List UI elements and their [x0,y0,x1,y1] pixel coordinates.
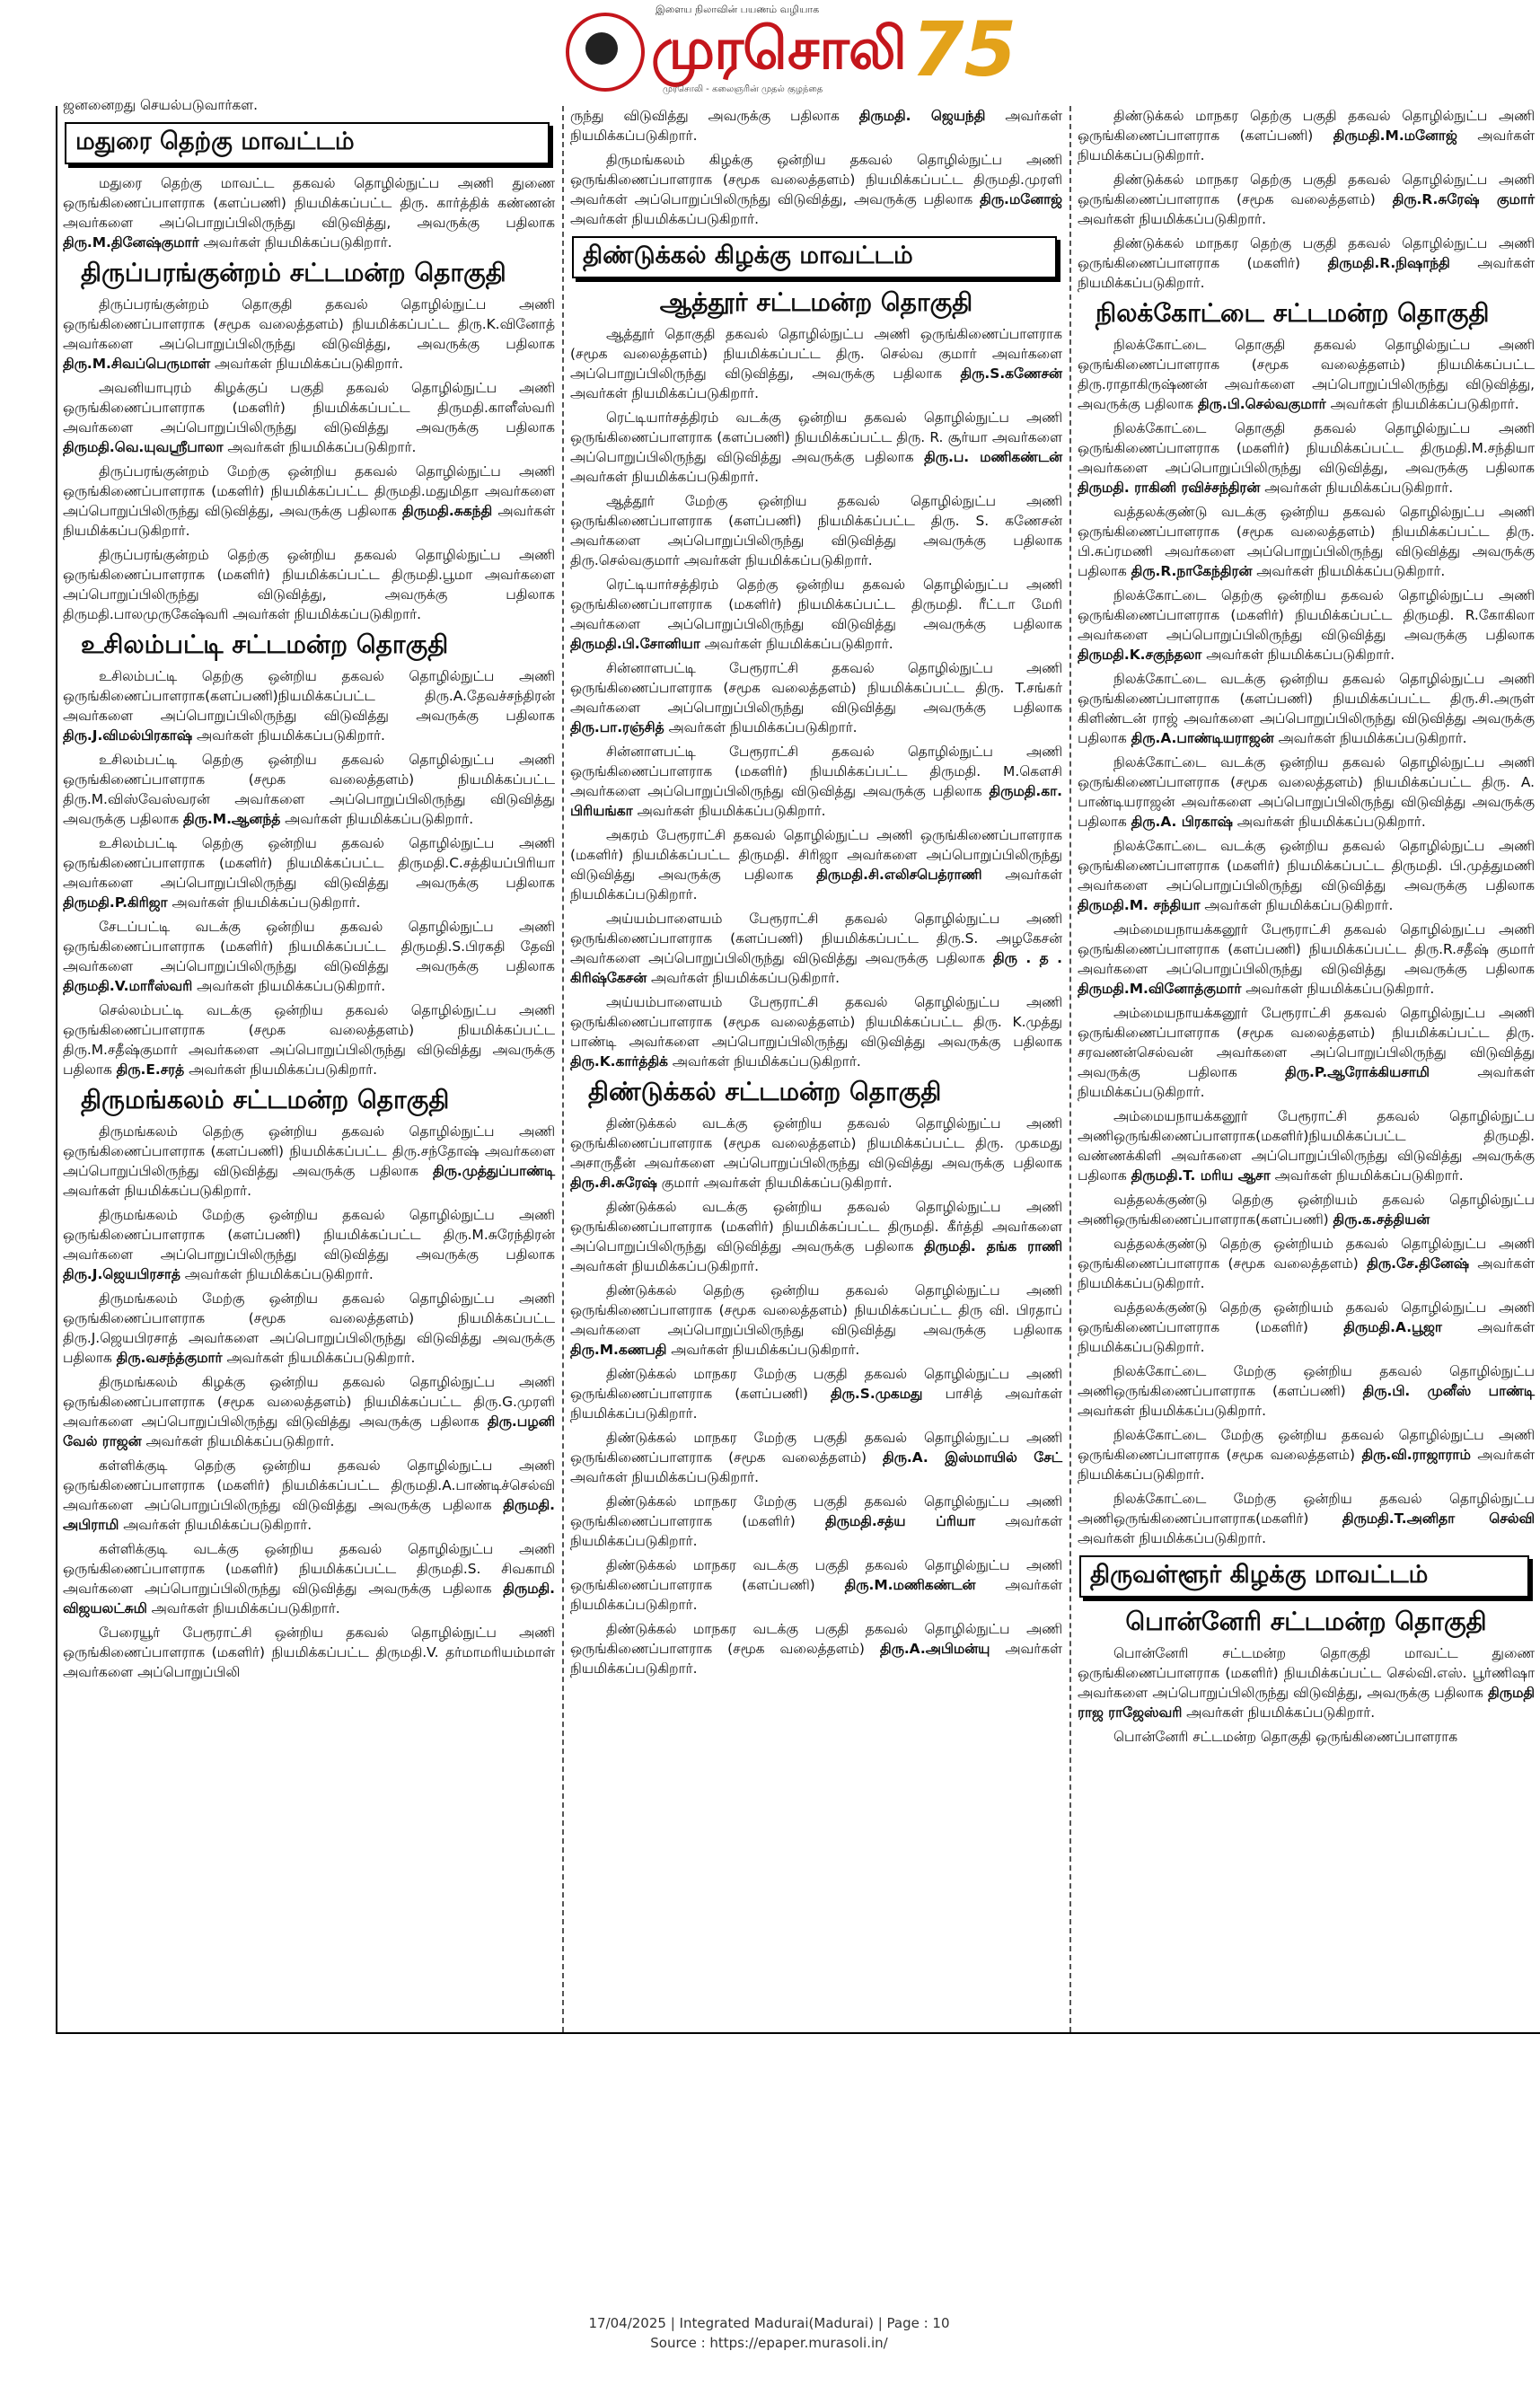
paragraph: திருப்பரங்குன்றம் தெற்கு ஒன்றிய தகவல் தொழில்நுட்ப அணி ஒருங்கிணைப்பாளராக (மகளிர்) நியமிக்கப்பட்ட திருமதி.பூமா அவர்களை அப்பொறுப்பிலிருந்து விடுவித்து, அவருக்கு பதிலாக திருமதி.பாலமுருகேஷ்வரி அவர்கள் நியமிக்கப்படுகிறார். [63,547,555,622]
paragraph: பேரையூர் பேரூராட்சி ஒன்றிய தகவல் தொழில்நுட்ப அணி ஒருங்கிணைப்பாளராக (மகளிர்) நியமிக்கப்பட்ட திருமதி.V. தர்மாமரியம்மாள் அவர்களை அப்பொறுப்பிலி [63,1625,555,1680]
paragraph: மதுரை தெற்கு மாவட்ட தகவல் தொழில்நுட்ப அணி துணை ஒருங்கிணைப்பாளராக (களப்பணி) நியமிக்கப்பட்ட திரு. கார்த்திக் கண்ணன் அவர்களை அப்பொறுப்பிலிருந்து விடுவித்து, அவருக்கு பதிலாக திரு.M.தினேஷ்குமார் அவர்கள் நியமிக்கப்படுகிறார். [63,175,555,251]
paragraph: நிலக்கோட்டை மேற்கு ஒன்றிய தகவல் தொழில்நுட்ப அணி ஒருங்கிணைப்பாளராக (சமூக வலைத்தளம்) திரு.வி.ராஜாராம் அவர்கள் நியமிக்கப்படுகிறார். [1078,1427,1535,1483]
footer-source: Source : https://epaper.murasoli.in/ [650,2335,888,2351]
paragraph: அம்மையநாயக்கனூர் பேரூராட்சி தகவல் தொழில்நுட்ப அணி ஒருங்கிணைப்பாளராக (சமூக வலைத்தளம்) நியமிக்கப்பட்ட திரு. சரவணன்செல்வன் அவர்களை அப்பொறுப்பிலிருந்து விடுவித்து அவருக்கு பதிலாக திரு.P.ஆரோக்கியசாமி அவர்கள் நியமிக்கப்படுகிறார். [1078,1005,1535,1100]
constituency-title: பொன்னேரி சட்டமன்ற தொகுதி [1125,1607,1487,1636]
masthead [503,0,1042,108]
paragraph: வத்தலக்குண்டு தெற்கு ஒன்றியம் தகவல் தொழில்நுட்ப அணி ஒருங்கிணைப்பாளராக (மகளிர்) திருமதி.A.பூஜா அவர்கள் நியமிக்கப்படுகிறார். [1078,1299,1535,1355]
column-2 [565,106,1068,2032]
paragraph: திண்டுக்கல் மாநகர மேற்கு பகுதி தகவல் தொழில்நுட்ப அணி ஒருங்கிணைப்பாளராக (சமூக வலைத்தளம்) திரு.A. இஸ்மாயில் சேட் அவர்கள் நியமிக்கப்படுகிறார். [570,1430,1062,1485]
masthead-title: முரசொலி [651,16,906,83]
paragraph: நிலக்கோட்டை வடக்கு ஒன்றிய தகவல் தொழில்நுட்ப அணி ஒருங்கிணைப்பாளராக (களப்பணி) நியமிக்கப்பட்ட திரு.சி.அருள் கிளிண்டன் ராஜ் அவர்களை அப்பொறுப்பிலிருந்து விடுவித்து அவருக்கு பதிலாக திரு.A.பாண்டியராஜன் அவர்கள் நியமிக்கப்படுகிறார். [1078,671,1535,746]
paragraph: திருமங்கலம் மேற்கு ஒன்றிய தகவல் தொழில்நுட்ப அணி ஒருங்கிணைப்பாளராக (சமூக வலைத்தளம்) நியமிக்கப்பட்ட திரு.J.ஜெயபிரசாத் அவர்களை அப்பொறுப்பிலிருந்து விடுவித்து அவருக்கு பதிலாக திரு.வசந்த்குமார் அவர்கள் நியமிக்கப்படுகிறார். [63,1290,555,1366]
page-frame [56,97,1540,2034]
district-banner: திருவள்ளூர் கிழக்கு மாவட்டம் [1079,1555,1529,1598]
paragraph: ஆத்தூர் மேற்கு ஒன்றிய தகவல் தொழில்நுட்ப அணி ஒருங்கிணைப்பாளராக (களப்பணி) நியமிக்கப்பட்ட திரு. S. கணேசன் அவர்களை அப்பொறுப்பிலிருந்து விடுவித்து அவருக்கு பதிலாக திரு.செல்வகுமார் அவர்கள் நியமிக்கப்படுகிறார். [570,493,1062,568]
masthead-tagline: இளைய நிலாவின் பயணம் வழியாக [656,4,820,15]
paragraph: திண்டுக்கல் மாநகர மேற்கு பகுதி தகவல் தொழில்நுட்ப அணி ஒருங்கிணைப்பாளராக (மகளிர்) திருமதி.சத்ய ப்ரியா அவர்கள் நியமிக்கப்படுகிறார். [570,1493,1062,1549]
paragraph: வத்தலக்குண்டு தெற்கு ஒன்றியம் தகவல் தொழில்நுட்ப அணிஒருங்கிணைப்பாளராக(களப்பணி) திரு.க.சத்தியன் [1078,1192,1535,1228]
paragraph: திருப்பரங்குன்றம் மேற்கு ஒன்றிய தகவல் தொழில்நுட்ப அணி ஒருங்கிணைப்பாளராக (மகளிர்) நியமிக்கப்பட்ட திருமதி.மதுமிதா அவர்களை அப்பொறுப்பிலிருந்து விடுவித்து, அவருக்கு பதிலாக திருமதி.சுகந்தி அவர்கள் நியமிக்கப்படுகிறார். [63,463,556,539]
paragraph: கள்ளிக்குடி வடக்கு ஒன்றிய தகவல் தொழில்நுட்ப அணி ஒருங்கிணைப்பாளராக (மகளிர்) நியமிக்கப்பட்ட திருமதி.S. சிவகாமி அவர்களை அப்பொறுப்பிலிருந்து விடுவித்து அவருக்கு பதிலாக திருமதி. விஜயலட்சுமி அவர்கள் நியமிக்கப்படுகிறார். [63,1541,555,1616]
column-3 [1072,106,1540,2032]
paragraph: சின்னாளபட்டி பேரூராட்சி தகவல் தொழில்நுட்ப அணி ஒருங்கிணைப்பாளராக (சமூக வலைத்தளம்) நியமிக்கப்பட்ட திரு. T.சங்கர் அவர்களை அப்பொறுப்பிலிருந்து விடுவித்து அவருக்கு பதிலாக திரு.பா.ரஞ்சித் அவர்கள் நியமிக்கப்படுகிறார். [570,660,1062,735]
paragraph: திருப்பரங்குன்றம் தொகுதி தகவல் தொழில்நுட்ப அணி ஒருங்கிணைப்பாளராக (சமூக வலைத்தளம்) நியமிக்கப்பட்ட திரு.K.வினோத் அவர்களை அப்பொறுப்பிலிருந்து விடுவித்து, அவருக்கு பதிலாக திரு.M.சிவப்பெருமாள் அவர்கள் நியமிக்கப்படுகிறார். [63,296,555,372]
constituency-title: உசிலம்பட்டி சட்டமன்ற தொகுதி [81,630,449,659]
paragraph: உசிலம்பட்டி தெற்கு ஒன்றிய தகவல் தொழில்நுட்ப அணி ஒருங்கிணைப்பாளராக (மகளிர்) நியமிக்கப்பட்ட திருமதி.C.சத்தியப்பிரியா அவர்களை அப்பொறுப்பிலிருந்து விடுவித்து அவருக்கு பதிலாக திருமதி.P.கிரிஜா அவர்கள் நியமிக்கப்படுகிறார். [63,835,555,911]
district-banner: மதுரை தெற்கு மாவட்டம் [65,122,550,164]
paragraph: திண்டுக்கல் வடக்கு ஒன்றிய தகவல் தொழில்நுட்ப அணி ஒருங்கிணைப்பாளராக (மகளிர்) நியமிக்கப்பட்ட திருமதி. கீர்த்தி அவர்களை அப்பொறுப்பிலிருந்து விடுவித்து அவருக்கு பதிலாக திருமதி. தங்க ராணி அவர்கள் நியமிக்கப்படுகிறார். [570,1199,1063,1274]
paragraph: திண்டுக்கல் மாநகர தெற்கு பகுதி தகவல் தொழில்நுட்ப அணி ஒருங்கிணைப்பாளராக (மகளிர்) திருமதி.R.நிஷாந்தி அவர்கள் நியமிக்கப்படுகிறார். [1078,235,1535,291]
masthead-subtitle: முரசொலி - கலைஞரின் முதல் குழந்தை [663,84,823,94]
paragraph: கள்ளிக்குடி தெற்கு ஒன்றிய தகவல் தொழில்நுட்ப அணி ஒருங்கிணைப்பாளராக (மகளிர்) நியமிக்கப்பட்ட திருமதி.A.பாண்டிச்செல்வி அவர்களை அப்பொறுப்பிலிருந்து விடுவித்து அவருக்கு பதிலாக திருமதி. அபிராமி அவர்கள் நியமிக்கப்படுகிறார். [63,1457,555,1533]
paragraph: நிலக்கோட்டை மேற்கு ஒன்றிய தகவல் தொழில்நுட்ப அணிஒருங்கிணைப்பாளராக (களப்பணி) திரு.பி. முனீஸ் பாண்டி அவர்கள் நியமிக்கப்படுகிறார். [1078,1363,1535,1419]
paragraph: நிலக்கோட்டை தொகுதி தகவல் தொழில்நுட்ப அணி ஒருங்கிணைப்பாளராக (சமூக வலைத்தளம்) நியமிக்கப்பட்ட திரு.ராதாகிருஷ்ணன் அவர்களை அப்பொறுப்பிலிருந்து விடுவித்து, அவருக்கு பதிலாக திரு.பி.செல்வகுமார் அவர்கள் நியமிக்கப்படுகிறார். [1078,337,1535,412]
paragraph: சேடப்பட்டி வடக்கு ஒன்றிய தகவல் தொழில்நுட்ப அணி ஒருங்கிணைப்பாளராக (மகளிர்) நியமிக்கப்பட்ட திருமதி.S.பிரகதி தேவி அவர்களை அப்பொறுப்பிலிருந்து விடுவித்து அவருக்கு பதிலாக திருமதி.V.மாரீஸ்வரி அவர்கள் நியமிக்கப்படுகிறார். [63,919,555,994]
emblem-icon [566,13,645,92]
paragraph: திருமங்கலம் தெற்கு ஒன்றிய தகவல் தொழில்நுட்ப அணி ஒருங்கிணைப்பாளராக (களப்பணி) நியமிக்கப்பட்ட திரு.சந்தோஷ் அவர்களை அப்பொறுப்பிலிருந்து விடுவித்து அவருக்கு பதிலாக திரு.முத்துப்பாண்டி அவர்கள் நியமிக்கப்படுகிறார். [63,1123,555,1199]
paragraph: உசிலம்பட்டி தெற்கு ஒன்றிய தகவல் தொழில்நுட்ப அணி ஒருங்கிணைப்பாளராக(களப்பணி)நியமிக்கப்பட்ட திரு.A.தேவச்சந்திரன் அவர்களை அப்பொறுப்பிலிருந்து விடுவித்து அவருக்கு பதிலாக திரு.J.விமல்பிரகாஷ் அவர்கள் நியமிக்கப்படுகிறார். [63,668,555,744]
paragraph: திண்டுக்கல் தெற்கு ஒன்றிய தகவல் தொழில்நுட்ப அணி ஒருங்கிணைப்பாளராக (சமூக வலைத்தளம்) நியமிக்கப்பட்ட திரு வி. பிரதாப் அவர்களை அப்பொறுப்பிலிருந்து விடுவித்து அவருக்கு பதிலாக திரு.M.கணபதி அவர்கள் நியமிக்கப்படுகிறார். [570,1282,1062,1358]
paragraph: அம்மையநாயக்கனூர் பேரூராட்சி தகவல் தொழில்நுட்ப அணி ஒருங்கிணைப்பாளராக (களப்பணி) நியமிக்கப்பட்ட திரு.R.சதீஷ் குமார் அவர்களை அப்பொறுப்பிலிருந்து விடுவித்து அவருக்கு பதிலாக திருமதி.M.வினோத்குமார் அவர்கள் நியமிக்கப்படுகிறார். [1078,921,1535,997]
paragraph: உசிலம்பட்டி தெற்கு ஒன்றிய தகவல் தொழில்நுட்ப அணி ஒருங்கிணைப்பாளராக (சமூக வலைத்தளம்) நியமிக்கப்பட்ட திரு.M.விஸ்வேஸ்வரன் அவர்களை அப்பொறுப்பிலிருந்து விடுவித்து அவருக்கு பதிலாக திரு.M.ஆனந்த் அவர்கள் நியமிக்கப்படுகிறார். [63,752,555,827]
paragraph: திருமங்கலம் கிழக்கு ஒன்றிய தகவல் தொழில்நுட்ப அணி ஒருங்கிணைப்பாளராக (சமூக வலைத்தளம்) நியமிக்கப்பட்ட திருமதி.முரளி அவர்கள் அப்பொறுப்பிலிருந்து விடுவித்து, அவருக்கு பதிலாக திரு.மனோஜ் அவர்கள் நியமிக்கப்படுகிறார். [570,152,1062,227]
paragraph: பொன்னேரி சட்டமன்ற தொகுதி மாவட்ட துணை ஒருங்கிணைப்பாளராக (மகளிர்) நியமிக்கப்பட்ட செல்வி.எஸ். பூர்ணிஷா அவர்களை அப்பொறுப்பிலிருந்து விடுவித்து, அவருக்கு பதிலாக திருமதி ராஜ ராஜேஸ்வரி அவர்கள் நியமிக்கப்படுகிறார். [1078,1645,1535,1721]
paragraph: அம்மையநாயக்கனூர் பேரூராட்சி தகவல் தொழில்நுட்ப அணிஒருங்கிணைப்பாளராக(மகளிர்)நியமிக்கப்பட்ட திருமதி. வண்ணக்கிளி அவர்களை அப்பொறுப்பிலிருந்து விடுவித்து அவருக்கு பதிலாக திருமதி.T. மரிய ஆசா அவர்கள் நியமிக்கப்படுகிறார். [1078,1108,1535,1184]
column-divider [562,106,564,2032]
column-1 [57,97,560,2032]
paragraph: ஆத்தூர் தொகுதி தகவல் தொழில்நுட்ப அணி ஒருங்கிணைப்பாளராக (சமூக வலைத்தளம்) நியமிக்கப்பட்ட திரு. செல்வ குமார் அவர்களை அப்பொறுப்பிலிருந்து விடுவித்து, அவருக்கு பதிலாக திரு.S.கணேசன் அவர்கள் நியமிக்கப்படுகிறார். [570,326,1062,401]
paragraph: பொன்னேரி சட்டமன்ற தொகுதி ஒருங்கிணைப்பாளராக [1113,1729,1458,1745]
anniversary-badge: 75 [911,5,1016,93]
paragraph: திண்டுக்கல் மாநகர தெற்கு பகுதி தகவல் தொழில்நுட்ப அணி ஒருங்கிணைப்பாளராக (சமூக வலைத்தளம்) திரு.R.சுரேஷ் குமார் அவர்கள் நியமிக்கப்படுகிறார். [1078,172,1535,227]
paragraph: திண்டுக்கல் மாநகர வடக்கு பகுதி தகவல் தொழில்நுட்ப அணி ஒருங்கிணைப்பாளராக (சமூக வலைத்தளம்) திரு.A.அபிமன்யு அவர்கள் நியமிக்கப்படுகிறார். [570,1621,1063,1677]
paragraph: நிலக்கோட்டை வடக்கு ஒன்றிய தகவல் தொழில்நுட்ப அணி ஒருங்கிணைப்பாளராக (மகளிர்) நியமிக்கப்பட்ட திருமதி. பி.முத்துமணி அவர்களை அப்பொறுப்பிலிருந்து விடுவித்து அவருக்கு பதிலாக திருமதி.M. சந்தியா அவர்கள் நியமிக்கப்படுகிறார். [1078,838,1535,913]
constituency-title: நிலக்கோட்டை சட்டமன்ற தொகுதி [1096,298,1490,328]
paragraph: நிலக்கோட்டை மேற்கு ஒன்றிய தகவல் தொழில்நுட்ப அணிஒருங்கிணைப்பாளராக(மகளிர்) திருமதி.T.அனிதா செல்வி அவர்கள் நியமிக்கப்படுகிறார். [1078,1491,1536,1546]
paragraph: நிலக்கோட்டை வடக்கு ஒன்றிய தகவல் தொழில்நுட்ப அணி ஒருங்கிணைப்பாளராக (சமூக வலைத்தளம்) நியமிக்கப்பட்ட திரு. A. பாண்டியராஜன் அவர்களை அப்பொறுப்பிலிருந்து விடுவித்து அவருக்கு பதிலாக திரு.A. பிரகாஷ் அவர்கள் நியமிக்கப்படுகிறார். [1078,754,1535,830]
constituency-title: ஆத்தூர் சட்டமன்ற தொகுதி [659,287,973,317]
constituency-title: திருமங்கலம் சட்டமன்ற தொகுதி [81,1085,450,1114]
paragraph: திண்டுக்கல் மாநகர மேற்கு பகுதி தகவல் தொழில்நுட்ப அணி ஒருங்கிணைப்பாளராக (களப்பணி) திரு.S.முகமது பாசித் அவர்கள் நியமிக்கப்படுகிறார். [570,1366,1062,1422]
paragraph: அய்யம்பாளையம் பேரூராட்சி தகவல் தொழில்நுட்ப அணி ஒருங்கிணைப்பாளராக (சமூக வலைத்தளம்) நியமிக்கப்பட்ட திரு. K.முத்து பாண்டி அவர்களை அப்பொறுப்பிலிருந்து விடுவித்து அவருக்கு பதிலாக திரு.K.கார்த்திக் அவர்கள் நியமிக்கப்படுகிறார். [570,994,1062,1070]
constituency-title: திருப்பரங்குன்றம் சட்டமன்ற தொகுதி [81,258,506,287]
footer-edition-info: 17/04/2025 | Integrated Madurai(Madurai) | Page : 10 [588,2315,950,2331]
constituency-title: திண்டுக்கல் சட்டமன்ற தொகுதி [588,1077,942,1106]
paragraph: ரெட்டியார்சத்திரம் வடக்கு ஒன்றிய தகவல் தொழில்நுட்ப அணி ஒருங்கிணைப்பாளராக (களப்பணி) நியமிக்கப்பட்ட திரு. R. சூர்யா அவர்களை அப்பொறுப்பிலிருந்து விடுவித்து அவருக்கு பதிலாக திரு.ப. மணிகண்டன் அவர்கள் நியமிக்கப்படுகிறார். [570,409,1062,485]
paragraph: திண்டுக்கல் மாநகர தெற்கு பகுதி தகவல் தொழில்நுட்ப அணி ஒருங்கிணைப்பாளராக (களப்பணி) திருமதி.M.மனோஜ் அவர்கள் நியமிக்கப்படுகிறார். [1078,108,1535,163]
paragraph: வத்தலக்குண்டு வடக்கு ஒன்றிய தகவல் தொழில்நுட்ப அணி ஒருங்கிணைப்பாளராக (சமூக வலைத்தளம்) நியமிக்கப்பட்ட திரு. பி.சுப்ரமணி அவர்களை அப்பொறுப்பிலிருந்து விடுவித்து அவருக்கு பதிலாக திரு.R.நாகேந்திரன் அவர்கள் நியமிக்கப்படுகிறார். [1078,504,1535,579]
paragraph: நிலக்கோட்டை தெற்கு ஒன்றிய தகவல் தொழில்நுட்ப அணி ஒருங்கிணைப்பாளராக (மகளிர்) நியமிக்கப்பட்ட திருமதி. R.கோகிலா அவர்களை அப்பொறுப்பிலிருந்து விடுவித்து அவருக்கு பதிலாக திருமதி.K.சகுந்தலா அவர்கள் நியமிக்கப்படுகிறார். [1078,587,1535,663]
paragraph: அய்யம்பாளையம் பேரூராட்சி தகவல் தொழில்நுட்ப அணி ஒருங்கிணைப்பாளராக (களப்பணி) நியமிக்கப்பட்ட திரு.S. அழகேசன் அவர்களை அப்பொறுப்பிலிருந்து விடுவித்து அவருக்கு பதிலாக திரு . த . கிரிஷ்கேசன் அவர்கள் நியமிக்கப்படுகிறார். [570,911,1063,986]
paragraph: ரெட்டியார்சத்திரம் தெற்கு ஒன்றிய தகவல் தொழில்நுட்ப அணி ஒருங்கிணைப்பாளராக (மகளிர்) நியமிக்கப்பட்ட திருமதி. ரீட்டா மேரி அவர்களை அப்பொறுப்பிலிருந்து விடுவித்து அவருக்கு பதிலாக திருமதி.பி.சோனியா அவர்கள் நியமிக்கப்படுகிறார். [570,577,1062,652]
paragraph: வத்தலக்குண்டு தெற்கு ஒன்றியம் தகவல் தொழில்நுட்ப அணி ஒருங்கிணைப்பாளராக (சமூக வலைத்தளம்) திரு.சே.தினேஷ் அவர்கள் நியமிக்கப்படுகிறார். [1078,1236,1535,1291]
paragraph: செல்லம்பட்டி வடக்கு ஒன்றிய தகவல் தொழில்நுட்ப அணி ஒருங்கிணைப்பாளராக (சமூக வலைத்தளம்) நியமிக்கப்பட்ட திரு.M.சதீஷ்குமார் அவர்களை அப்பொறுப்பிலிருந்து விடுவித்து அவருக்கு பதிலாக திரு.E.சரத் அவர்கள் நியமிக்கப்படுகிறார். [63,1002,555,1078]
paragraph: அவனியாபுரம் கிழக்குப் பகுதி தகவல் தொழில்நுட்ப அணி ஒருங்கிணைப்பாளராக (மகளிர்) நியமிக்கப்பட்ட திருமதி.காளீஸ்வரி அவர்களை அப்பொறுப்பிலிருந்து விடுவித்து அவருக்கு பதிலாக திருமதி.வெ.யுவஸ்ரீபாலா அவர்கள் நியமிக்கப்படுகிறார். [63,380,555,455]
paragraph: ருந்து விடுவித்து அவருக்கு பதிலாக திருமதி. ஜெயந்தி அவர்கள் நியமிக்கப்படுகிறார். [570,108,1063,144]
paragraph: திருமங்கலம் கிழக்கு ஒன்றிய தகவல் தொழில்நுட்ப அணி ஒருங்கிணைப்பாளராக (சமூக வலைத்தளம்) நியமிக்கப்பட்ட திரு.G.முரளி அவர்களை அப்பொறுப்பிலிருந்து விடுவித்து அவருக்கு பதிலாக திரு.பழனி வேல் ராஜன் அவர்கள் நியமிக்கப்படுகிறார். [63,1374,555,1449]
district-banner: திண்டுக்கல் கிழக்கு மாவட்டம் [572,236,1057,278]
paragraph: நிலக்கோட்டை தொகுதி தகவல் தொழில்நுட்ப அணி ஒருங்கிணைப்பாளராக (மகளிர்) நியமிக்கப்பட்ட திருமதி.M.சந்தியா அவர்களை அப்பொறுப்பிலிருந்து விடுவித்து, அவருக்கு பதிலாக திருமதி. ராகினி ரவிச்சந்திரன் அவர்கள் நியமிக்கப்படுகிறார். [1078,420,1535,496]
paragraph: திருமங்கலம் மேற்கு ஒன்றிய தகவல் தொழில்நுட்ப அணி ஒருங்கிணைப்பாளராக (களப்பணி) நியமிக்கப்பட்ட திரு.M.சுரேந்திரன் அவர்களை அப்பொறுப்பிலிருந்து விடுவித்து அவருக்கு பதிலாக திரு.J.ஜெயபிரசாத் அவர்கள் நியமிக்கப்படுகிறார். [63,1207,555,1282]
paragraph: அகரம் பேரூராட்சி தகவல் தொழில்நுட்ப அணி ஒருங்கிணைப்பாளராக (மகளிர்) நியமிக்கப்பட்ட திருமதி. சிரிஜா அவர்களை அப்பொறுப்பிலிருந்து விடுவித்து அவருக்கு பதிலாக திருமதி.சி.எலிசபெத்ராணி அவர்கள் நியமிக்கப்படுகிறார். [570,827,1063,903]
column-divider [1069,106,1071,2032]
cut-text: ஜனனைறது செயல்படுவார்கள. [63,97,259,113]
paragraph: திண்டுக்கல் மாநகர வடக்கு பகுதி தகவல் தொழில்நுட்ப அணி ஒருங்கிணைப்பாளராக (களப்பணி) திரு.M.மணிகண்டன் அவர்கள் நியமிக்கப்படுகிறார். [570,1557,1062,1613]
paragraph: சின்னாளபட்டி பேரூராட்சி தகவல் தொழில்நுட்ப அணி ஒருங்கிணைப்பாளராக (மகளிர்) நியமிக்கப்பட்ட திருமதி. M.கௌசி அவர்களை அப்பொறுப்பிலிருந்து விடுவித்து அவருக்கு பதிலாக திருமதி.கா. பிரியங்கா அவர்கள் நியமிக்கப்படுகிறார். [570,744,1062,819]
paragraph: திண்டுக்கல் வடக்கு ஒன்றிய தகவல் தொழில்நுட்ப அணி ஒருங்கிணைப்பாளராக (சமூக வலைத்தளம்) நியமிக்கப்பட்ட திரு. முகமது அசாருதீன் அவர்களை அப்பொறுப்பிலிருந்து விடுவித்து அவருக்கு பதிலாக திரு.சி.சுரேஷ் குமார் அவர்கள் நியமிக்கப்படுகிறார். [570,1115,1062,1191]
